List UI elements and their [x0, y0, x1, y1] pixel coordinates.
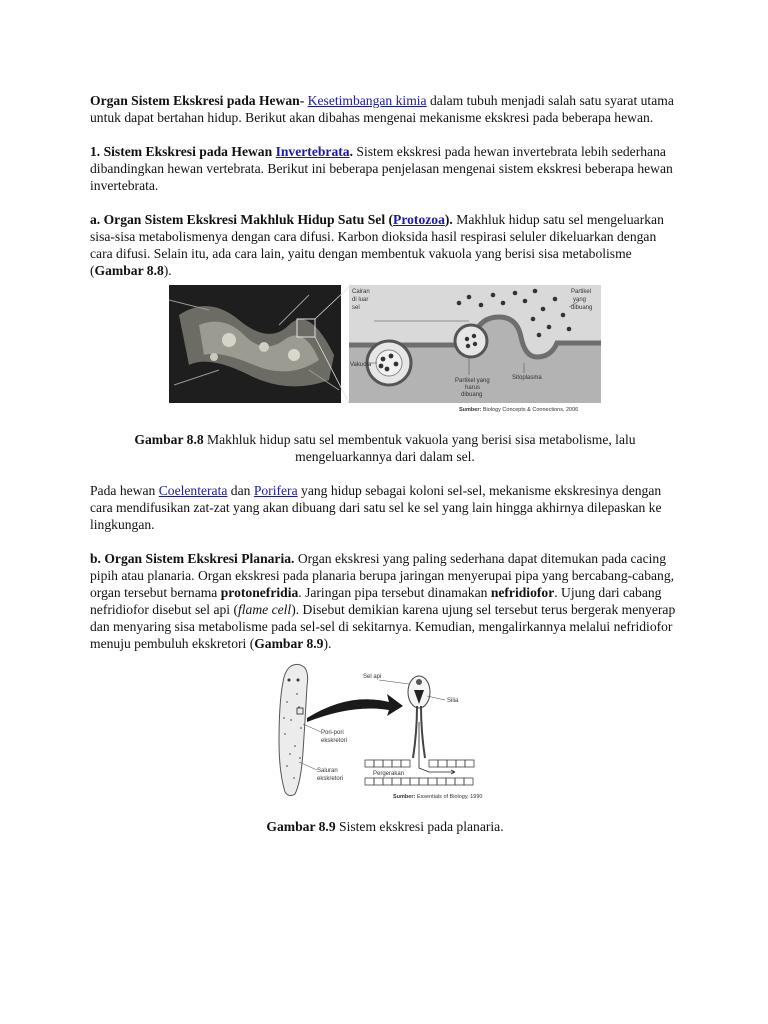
- section-b-text-1: Organ ekskresi yang paling sederhana dapat ditemukan pada cacing pipih atau planaria. Organ ekskresi pada planaria berupa jaringan menyerupai pipa yang bercabang-cabang, organ tersebut bernama: [90, 551, 675, 600]
- label-partikel: Partikel: [571, 289, 592, 295]
- section-a-paragraph: [90, 211, 680, 279]
- colony-text-3: yang hidup sebagai koloni sel-sel, mekanisme ekskresinya dengan cara mendifusikan zat-zat yang akan dibuang dari satu sel ke sel yang lain hingga akhirnya dilepaskan ke lingkungan.: [90, 483, 662, 532]
- section-a-text-end: ).: [163, 263, 172, 278]
- section1-heading: 1. Sistem Ekskresi pada Hewan: [90, 144, 273, 159]
- section-b-text-4: ). Disebut demikian karena ujung sel tersebut terus bergerak menyerap dan menyaring sisa metabolisme pada sel-sel di sekitarnya. Kemudian, mengalirkannya melalui nefridiofor menuju pembuluh ekskretori (: [90, 602, 676, 651]
- section1-dot: .: [349, 144, 353, 159]
- figure-8-8-illustration: [169, 285, 601, 415]
- label-cairan: Cairan: [352, 289, 370, 295]
- term-protonefridia: protonefridia: [220, 585, 299, 600]
- figure-ref-8-9: Gambar 8.9: [254, 636, 324, 651]
- link-porifera[interactable]: Porifera: [253, 483, 298, 498]
- figure-8-9-caption: [90, 818, 680, 835]
- intro-heading: Organ Sistem Ekskresi pada Hewan-: [90, 93, 305, 108]
- colony-paragraph: [90, 482, 680, 533]
- label-partikel-yang: Partikel yang: [455, 378, 490, 384]
- label-pori-pori: Pori-pori: [321, 730, 344, 736]
- section-a-heading: a. Organ Sistem Ekskresi Makhluk Hidup Satu Sel (: [90, 212, 394, 227]
- section-b-heading: b. Organ Sistem Ekskresi Planaria.: [90, 551, 295, 566]
- section-b-text-5: ).: [323, 636, 332, 651]
- label-saluran: Saluran: [317, 768, 338, 774]
- document-page: [90, 92, 680, 852]
- arrow-icon: [307, 694, 403, 722]
- figure-8-8-caption: [90, 431, 680, 465]
- section-a-text: Makhluk hidup satu sel mengeluarkan sisa-sisa metabolismenya dengan cara difusi. Karbon dioksida hasil respirasi seluler dikeluarkan dengan cara difusi. Selain itu, ada cara lain, yaitu dengan membentuk vakuola yang berisi sisa metabolisme (: [90, 212, 664, 278]
- section-b-text-3: . Ujung dari cabang nefridiofor disebut sel api (: [90, 585, 662, 617]
- label-pergerakan: Pergerakan: [373, 771, 405, 777]
- section-b-text-2: . Jaringan pipa tersebut dinamakan: [298, 585, 491, 600]
- label-dibuang: dibuang: [571, 305, 593, 311]
- figure-ref-8-8: Gambar 8.8: [94, 263, 164, 278]
- term-nefridiofor: nefridiofor: [490, 585, 555, 600]
- label-harus: harus: [465, 385, 481, 391]
- label-sitoplasma: Sitoplasma: [512, 375, 542, 381]
- caption-8-9-label: Gambar 8.9: [266, 819, 336, 834]
- label-silia: Silia: [447, 698, 459, 704]
- figure-8-8: [169, 285, 601, 415]
- link-invertebrata[interactable]: Invertebrata: [275, 144, 350, 159]
- section1-text: Sistem ekskresi pada hewan invertebrata lebih sederhana dibandingkan hewan vertebrata. Berikut ini beberapa penjelasan mengenai sistem ekskresi beberapa hewan invertebrata.: [90, 144, 673, 193]
- label-vakuola: Vakuola: [350, 362, 372, 368]
- figure-8-8-source: Sumber: Biology Concepts & Connections, 2006: [459, 407, 579, 413]
- caption-8-9-text: Sistem ekskresi pada planaria.: [335, 819, 504, 834]
- label-yang: yang: [573, 297, 587, 303]
- label-ekskretori: ekskretori: [321, 738, 348, 744]
- term-flame-cell: flame cell: [237, 602, 292, 617]
- link-kesetimbangan-kimia[interactable]: Kesetimbangan kimia: [307, 93, 427, 108]
- label-di-luar: di luar: [352, 297, 369, 303]
- section-a-heading-end: ).: [444, 212, 453, 227]
- figure-8-9-illustration: [269, 662, 501, 802]
- intro-text: dalam tubuh menjadi salah satu syarat utama untuk dapat bertahan hidup. Berikut akan dibahas mengenai mekanisme ekskresi pada beberapa hewan.: [90, 93, 674, 125]
- label-ekskretori-2: ekskretori: [317, 776, 344, 782]
- colony-text-1: Pada hewan: [90, 483, 159, 498]
- figure-8-9-source: Sumber: Essentials of Biology, 1990: [393, 794, 483, 800]
- figure-8-9: [269, 662, 501, 802]
- label-dibuang-2: dibuang: [461, 392, 483, 398]
- intro-paragraph: [90, 92, 680, 126]
- link-protozoa[interactable]: Protozoa: [393, 212, 445, 227]
- caption-8-8-text: Makhluk hidup satu sel membentuk vakuola yang berisi sisa metabolisme, lalu mengeluarkannya dari dalam sel.: [203, 432, 636, 464]
- planaria-body: [279, 664, 308, 795]
- colony-text-2: dan: [227, 483, 254, 498]
- label-sel-api: Sel api: [363, 674, 382, 680]
- section1-paragraph: [90, 143, 680, 194]
- caption-8-8-label: Gambar 8.8: [134, 432, 204, 447]
- section-b-paragraph: [90, 550, 680, 652]
- link-coelenterata[interactable]: Coelenterata: [158, 483, 228, 498]
- label-sel: sel: [352, 305, 360, 311]
